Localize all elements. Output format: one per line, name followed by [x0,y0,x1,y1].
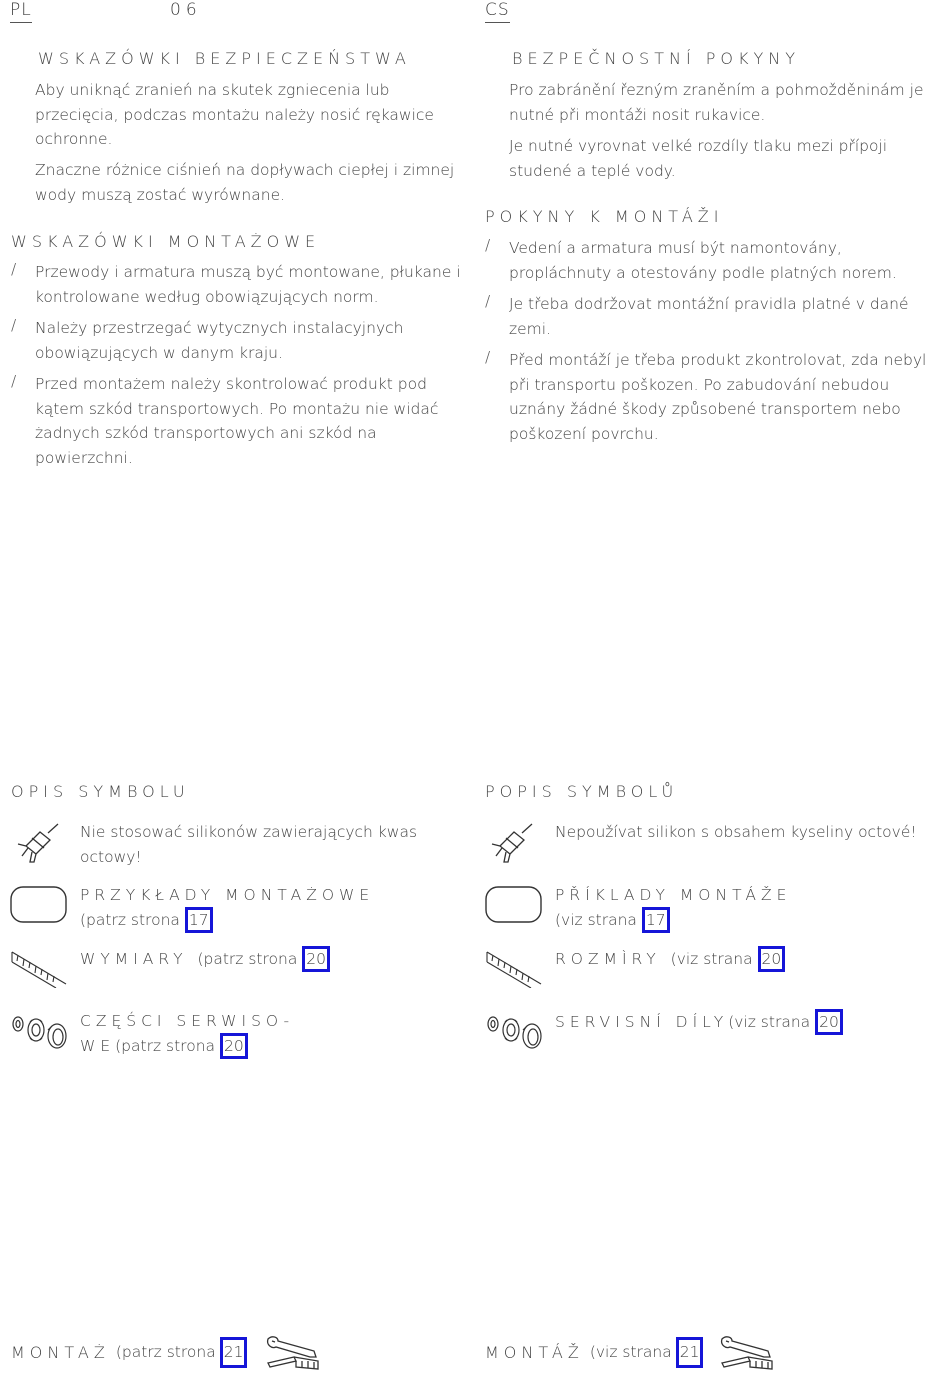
pl-examples-title: PRZYKŁADY MONTAŻOWE [80,886,375,904]
pl-mounting-page-link[interactable]: 21 [220,1337,248,1368]
cs-symbols-heading: POPIS SYMBOLŮ [485,782,679,801]
list-item-text: Przewody i armatura muszą być montowane, płukane i kontrolowane według obowiązujących norm. [35,263,461,306]
pl-silicone-warning: Nie stosować silikonów zawierających kwas octowy! [80,823,418,866]
language-code-pl: PL [10,0,32,20]
rounded-rect-icon [485,886,543,924]
list-item-text: Je třeba dodržovat montážní pravidla platné v dané zemi. [509,295,909,338]
pl-dimensions-page-link[interactable]: 20 [302,946,330,972]
cs-dimensions-page-link[interactable]: 20 [758,946,786,972]
pl-safety-paragraph-2: Znaczne różnice ciśnień na dopływach ciepłej i zimnej wody muszą zostać wyrównane. [35,161,455,204]
pl-mounting-title: MONTAŻ [11,1343,110,1362]
cs-mounting [485,1337,703,1368]
cs-safety-paragraph-1: Pro zabránění řezným zraněním a pohmožděninám je nutné při montáži nosit rukavice. [509,81,924,124]
silicone-gun-icon [14,822,62,864]
ruler-icon [10,948,70,988]
cs-silicone-warning: Nepoužívat silikon s obsahem kyseliny octové! [555,823,917,841]
cs-examples-title: PŘÍKLADY MONTÁŽE [555,886,792,904]
list-item-text: Należy przestrzegać wytycznych instalacyjnych obowiązujących w danym kraju. [35,319,404,362]
cs-dimensions: ROZMÌRY (viz strana 20 [555,946,785,972]
pl-safety-heading: WSKAZÓWKI BEZPIECZEŃSTWA [38,49,411,68]
pl-examples-page-link[interactable]: 17 [185,907,213,933]
pl-mounting [11,1337,247,1368]
cs-safety-heading: BEZPEČNOSTNÍ POKYNY [512,49,800,68]
cs-mounting-ref: (viz strana [589,1343,672,1361]
language-code-cs: CS [485,0,510,20]
pl-examples-ref: (patrz strona 17 [80,907,213,933]
list-item-text: Przed montażem należy skontrolować produkt pod kątem szkód transportowych. Po montażu nie widać żadnych szkód transportowych ani szkód na powierzchni. [35,375,439,467]
pl-service-parts-title: CZĘŚCI SERWISO- [80,1012,295,1030]
cs-safety-paragraph-2: Je nutné vyrovnat velké rozdíly tlaku mezi přípoji studené a teplé vody. [509,137,888,180]
cs-mounting-page-link[interactable]: 21 [676,1337,704,1368]
cs-install-heading: POKYNY K MONTÁŽI [485,207,724,226]
service-parts-icon [10,1012,70,1050]
cs-examples-page-link[interactable]: 17 [642,907,670,933]
silicone-gun-icon [488,822,536,864]
rounded-rect-icon [10,886,68,924]
pl-symbols-heading: OPIS SYMBOLU [11,782,190,801]
cs-mounting-title: MONTÁŽ [485,1343,584,1362]
cs-service-parts-page-link[interactable]: 20 [815,1009,843,1035]
cs-service-parts: SERVISNÍ DÍLY(viz strana 20 [555,1009,843,1035]
pl-dimensions: WYMIARY (patrz strona 20 [80,946,330,972]
page-number: 06 [170,0,202,20]
tools-icon [264,1333,322,1373]
list-item-text: Před montáží je třeba produkt zkontrolovat, zda nebyl při transportu poškozen. Po zabudování nebudou uznány žádné škody způsobené transportem nebo poškození povrchu. [509,351,927,443]
service-parts-icon [485,1012,545,1050]
pl-install-heading: WSKAZÓWKI MONTAŻOWE [11,232,321,251]
pl-mounting-ref: (patrz strona [115,1343,216,1361]
tools-icon [718,1333,776,1373]
cs-examples-ref: (viz strana 17 [555,907,670,933]
pl-service-parts-ref: WE(patrz strona 20 [80,1033,248,1059]
pl-safety-paragraph-1: Aby uniknąć zranień na skutek zgniecenia lub przecięcia, podczas montażu należy nosić rękawice ochronne. [35,81,434,148]
ruler-icon [485,948,545,988]
pl-service-parts-page-link[interactable]: 20 [220,1033,248,1059]
list-item-text: Vedení a armatura musí být namontovány, propláchnuty a otestovány podle platných norem. [509,239,897,282]
